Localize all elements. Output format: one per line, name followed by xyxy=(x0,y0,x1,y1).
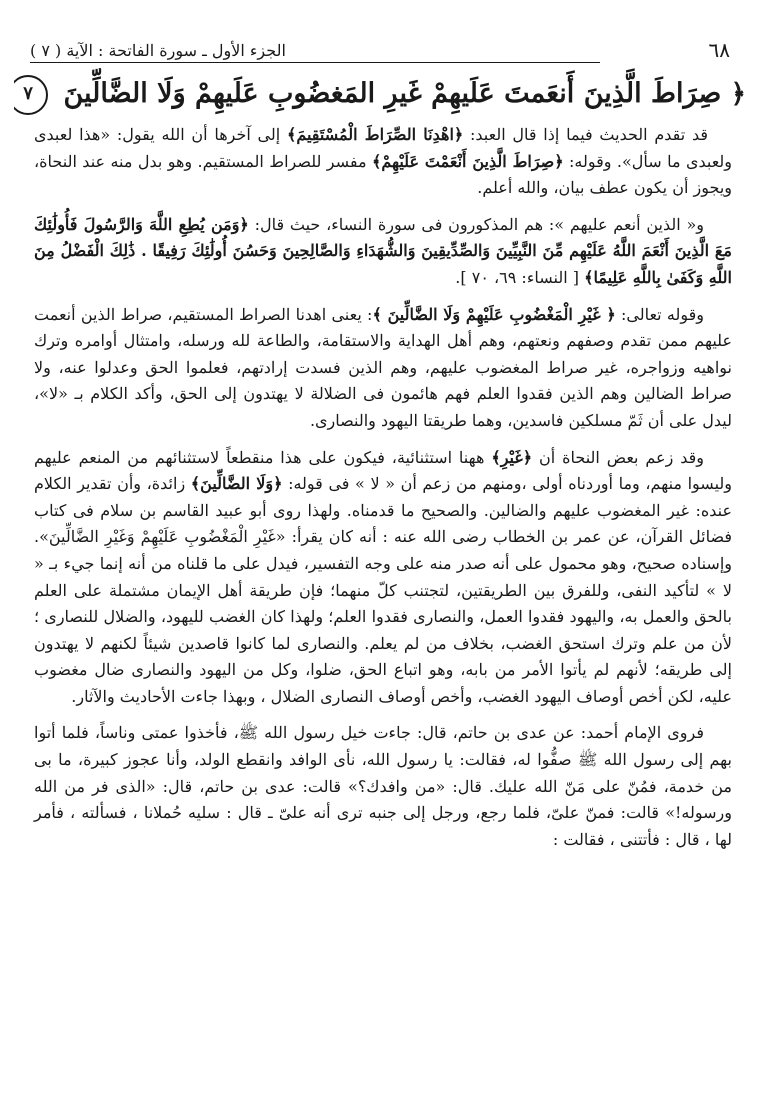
verse-text: صِرَاطَ الَّذِينَ أَنعَمتَ عَلَيهِمْ غَيرِ المَغضُوبِ عَلَيهِمْ وَلَا الضَّالِّينَ xyxy=(63,78,722,109)
page-number: ٦٨ xyxy=(708,38,730,62)
commentary-text: [ النساء: ٦٩، ٧٠ ]. xyxy=(455,267,585,287)
commentary-text: و« الذين أنعم عليهم »: هم المذكورون فى سورة النساء، حيث قال: xyxy=(248,214,704,234)
commentary-paragraph xyxy=(34,212,732,292)
ayah-number-badge: ٧ xyxy=(14,75,48,115)
commentary-body xyxy=(34,122,732,863)
quran-quote: ﴿غَيْرِ﴾ xyxy=(491,447,533,467)
commentary-text: ههنا استثنائية، فيكون على هذا منقطعاً لاستثنائهم من المنعم عليهم وليسوا منهم، وما أوردناه أولى ،ومنهم من زعم أن « لا » فى قوله: xyxy=(34,447,732,494)
commentary-text: مفسر للصراط المستقيم. وهو بدل منه عند النحاة، ويجوز أن يكون عطف بيان، والله أعلم. xyxy=(34,151,732,198)
quran-quote: ﴿اهْدِنَا الصِّرَاطَ الْمُسْتَقِيمَ﴾ xyxy=(286,125,464,144)
commentary-paragraph xyxy=(34,445,732,711)
verse-heading xyxy=(14,68,746,120)
quran-quote: ﴿صِرَاطَ الَّذِينَ أَنْعَمْتَ عَلَيْهِمْ﴾ xyxy=(371,151,564,171)
quran-quote: ﴿ غَيْرِ الْمَغْضُوبِ عَلَيْهِمْ وَلَا الضَّالِّينَ ﴾ xyxy=(372,304,616,324)
commentary-text: وقوله تعالى: xyxy=(615,304,704,324)
commentary-text: وقد زعم بعض النحاة أن xyxy=(532,447,705,467)
header-rule xyxy=(30,62,600,63)
commentary-paragraph xyxy=(34,122,732,202)
commentary-text: : يعنى اهدنا الصراط المستقيم، صراط الذين أنعمت عليهم ممن تقدم وصفهم ونعتهم، وهم أهل الهداية والاستقامة، والطاعة لله ورسله، وامتثال أوامره وترك نواهيه وزواجره، غير صراط المغضوب عليهم، وهم الذين فسدت إرادتهم، فعلموا الحق وعدلوا عنه، ولا صراط الضالين وهم الذين فقدوا العلم فهم هائمون فى الضلالة لا يهتدون إلى الحق، وأكد الكلام بـ «لا»، ليدل على أن ثَمّ مسلكين فاسدين، وهما طريقتا اليهود والنصارى. xyxy=(34,304,732,430)
commentary-text: زائدة، وأن تقدير الكلام عنده: غير المغضوب عليهم والضالين. والصحيح ما قدمناه. ولهذا روى أبو عبيد القاسم بن سلام فى كتاب فضائل القرآن، عن عمر بن الخطاب رضى الله عنه : أنه كان يقرأ: «غَيْرِ الْمَغْضُوبِ عَلَيْهِمْ وَغَيْرِ الضَّالِّينَ». وإسناده صحيح، وهو محمول على أنه صدر منه على وجه التفسير، فيدل على ما قلناه من أنه إنما جيء بـ « لا » لتأكيد النفى، وللفرق بين الطريقتين، لتجتنب كلّ منهما؛ فإن طريقة أهل الإيمان مشتملة على العلم بالحق والعمل به، واليهود فقدوا العمل، والنصارى فقدوا العلم؛ ولهذا كان الغضب لليهود، والضلال للنصارى ؛ لأن من علم وترك استحق الغضب، بخلاف من لم يعلم. والنصارى لما كانوا قاصدين شيئاً لكنهم لا يهتدون إلى طريقه؛ لأنهم لم يأتوا الأمر من بابه، وهو اتباع الحق، ضلوا، وكل من اليهود والنصارى ضال مغضوب عليه، لكن أخص أوصاف اليهود الغضب، وأخص أوصاف النصارى الضلال ، وبهذا جاءت الأحاديث والآثار. xyxy=(34,474,733,706)
quran-quote: ﴿وَلَا الضَّالِّينَ﴾ xyxy=(190,474,283,494)
commentary-text: فروى الإمام أحمد: عن عدى بن حاتم، قال: جاءت خيل رسول الله ﷺ، فأخذوا عمتى وناساً، فلما أتوا بهم إلى رسول الله ﷺ صفُّوا له، فقالت: يا رسول الله، نأى الوافد وانقطع الولد، وأنا عجوز كبيرة، ما بى من خدمة، فمُنّ على مَنّ الله عليك. قال: «من وافدك؟» قالت: عدى بن حاتم، قال: «الذى فر من الله ورسوله!» قالت: فمنّ علىّ، فلما رجع، ورجل إلى جنبه ترى أنه علىّ ـ قال : سليه حُملانا ، فسألته ، فأمر لها ، قال : فأتتنى ، فقالت : xyxy=(34,723,733,849)
commentary-paragraph xyxy=(34,720,732,853)
page-header xyxy=(30,38,730,64)
running-title: الجزء الأول ـ سورة الفاتحة : الآية ( ٧ ) xyxy=(30,41,286,60)
commentary-text: قد تقدم الحديث فيما إذا قال العبد: xyxy=(463,125,708,144)
verse-open-mark: ﴿ xyxy=(730,79,746,109)
quran-quote: ﴿وَمَن يُطِعِ اللَّهَ وَالرَّسُولَ فَأُولَٰئِكَ مَعَ الَّذِينَ أَنْعَمَ اللَّهُ عَلَيْهِم مِّنَ النَّبِيِّينَ وَالصِّدِّيقِينَ وَالشُّهَدَاءِ وَالصَّالِحِينَ وَحَسُنَ أُولَٰئِكَ رَفِيقًا . ذَٰلِكَ الْفَضْلُ مِنَ اللَّهِ وَكَفَىٰ بِاللَّهِ عَلِيمًا﴾ xyxy=(34,214,732,287)
commentary-paragraph xyxy=(34,302,732,435)
commentary-text: إلى آخرها أن الله يقول: «هذا لعبدى ولعبدى ما سأل». وقوله: xyxy=(34,125,733,171)
